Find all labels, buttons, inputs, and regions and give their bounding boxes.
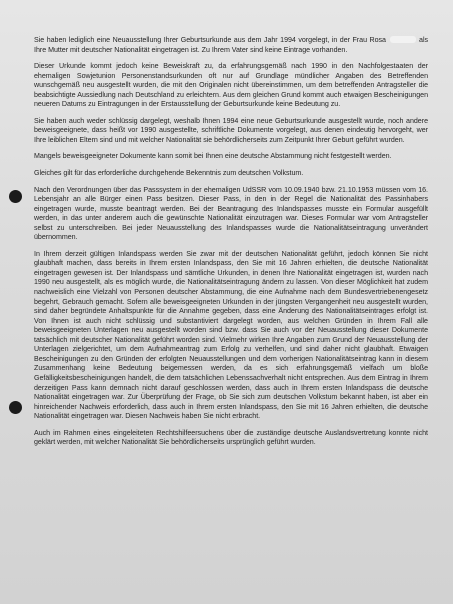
redacted-name bbox=[390, 36, 416, 43]
paragraph-confession: Gleiches gilt für das erforderliche durchgehende Bekenntnis zum deutschen Volkstum. bbox=[34, 169, 304, 178]
paragraph-no-evidence: Dieser Urkunde kommt jedoch keine Beweiskraft zu, da erfahrungsgemäß nach 1990 in den Nachfolgestaaten der ehemaligen Sowjetunion Personenstandsurkunden oft nur auf Grundlage mündlicher Angaben des Betreffenden wunschgemäß neu ausgestellt wurden, die mit den Originalen nicht übereinstimmen, um dem betreffenden Antragsteller die beabsichtigte Aussiedlung nach Deutschland zu erleichtern. Aus dem gleichen Grund kommt auch etwaigen Bescheinigungen neueren Datums zu Eintragungen in der Erstausstellung der Geburtsurkunde keine Bedeutung zu. bbox=[34, 62, 428, 109]
letter-body bbox=[34, 36, 428, 455]
punch-hole bbox=[9, 190, 22, 203]
paragraph-legal-assistance: Auch im Rahmen eines eingeleiteten Rechtshilfeersuchens über die zuständige deutsche Auslandsvertretung konnte nicht geklärt werden, mit welcher Nationalität Sie behördlicherseits ursprünglich geführt wurden. bbox=[34, 428, 428, 447]
punch-hole bbox=[9, 401, 22, 414]
paragraph-no-documents: Sie haben auch weder schlüssig dargelegt, weshalb Ihnen 1994 eine neue Geburtsurkunde ausgestellt wurde, noch andere beweisgeeignete, dass heißt vor 1990 ausgestellte, schriftliche Dokumente vorgelegt, aus denen eindeutig hervorgeht, wer Ihre leiblichen Eltern sind und mit welcher Nationalität sie behördlicherseits zum Zeitpunkt Ihrer Geburt geführt wurden. bbox=[34, 116, 428, 144]
paragraph-passport-regulations: Nach den Verordnungen über das Passsystem in der ehemaligen UdSSR vom 10.09.1940 bzw. 21.10.1953 müssen vom 16. Lebensjahr an alle Bürger einen Pass besitzen. Dieser Pass, in den in der Regel die Nationalität des Passinhabers eingetragen wurde, musste beantragt werden. Bei der Beantragung des Inlandspasses musste ein Formular ausgefüllt werden, in das unter anderem auch die gewünschte Nationalität einzutragen war. Dieses Formular war vom Antragsteller selbst zu unterschreiben. Bei jeder Neuausstellung des Inlandspasses wurde die Nationalitätseintragung unverändert übernommen. bbox=[34, 185, 428, 242]
paragraph-no-descent: Mangels beweisgeeigneter Dokumente kann somit bei Ihnen eine deutsche Abstammung nicht festgestellt werden. bbox=[34, 152, 392, 161]
paragraph-birth-certificate: Sie haben lediglich eine Neuausstellung Ihrer Geburtsurkunde aus dem Jahr 1994 vorgelegt, in der Frau Rosa als Ihre Mutter mit deutscher Nationalität eingetragen ist. Zu Ihrem Vater sind keine Eintrage vorhanden. bbox=[34, 36, 429, 54]
paragraph-current-passport: In Ihrem derzeit gültigen Inlandspass werden Sie zwar mit der deutschen Nationalität geführt, jedoch können Sie nicht glaubhaft machen, dass bereits in Ihrem ersten Inlandspass, den Sie mit 16 Jahren erhielten, die deutsche Nationalität eingetragen gewesen ist. Der Inlandspass und sämtliche Urkunden, in denen Ihre Nationalität eingetragen ist, wurden nach 1990 neu ausgestellt, als es möglich wurde, die Nationalitätseintragung ändern zu lassen. Von dieser Möglichkeit hat zudem nachweislich eine Vielzahl von Personen deutscher Abstammung, die eine Aufnahme nach dem Bundesvertriebenengesetz begehrt, Gebrauch gemacht. Sofern alle beweisgeeigneten Urkunden in der jüngsten Vergangenheit neu ausgestellt wurden, sind daher begründete Anhaltspunkte für die Annahme gegeben, dass eine Änderung des Nationalitätseintrages erfolgt ist. Von Ihnen ist auch nicht schlüssig und substantiviert dargelegt worden, aus welchen Gründen in Ihrem Fall alle beweisgeeigneten Unterlagen neu ausgestellt worden sind bzw. dass Sie auch vor der Neuausstellung dieser Dokumente tatsächlich mit deutscher Nationalität geführt worden sind. Vielmehr wirken Ihre Angaben zum Grund der Neuausstellung der Unterlagen zielgerichtet, um dem Aufnahmeantrag zum Erfolg zu verhelfen, und sind daher nicht glaubhaft. Etwaigen Bescheinigungen zu den Gründen der erfolgten Neuausstellungen und dem vorherigen Nationalitätseintrag kann in diesem Zusammenhang keine Bedeutung beigemessen werden, da es sich erfahrungsgemäß vielfach um bloße Gefälligkeitsbescheinigungen handelt, die dem tatsächlichen Lebenssachverhalt nicht entsprechen. Aus dem Eintrag in Ihrem derzeitigen Pass kann demnach nicht darauf geschlossen werden, dass auch in Ihrem ersten Inlandspass die deutsche Nationalität eingetragen war. Zur Überprüfung der Frage, ob Sie sich zum deutschen Volkstum bekannt haben, ist aber ein hinreichender Nachweis erforderlich, dass auch in Ihrem ersten Inlandspass, den Sie mit 16 Jahren erhielten, die deutsche Nationalität eingetragen war. Diesen Nachweis haben Sie nicht erbracht. bbox=[34, 249, 428, 421]
